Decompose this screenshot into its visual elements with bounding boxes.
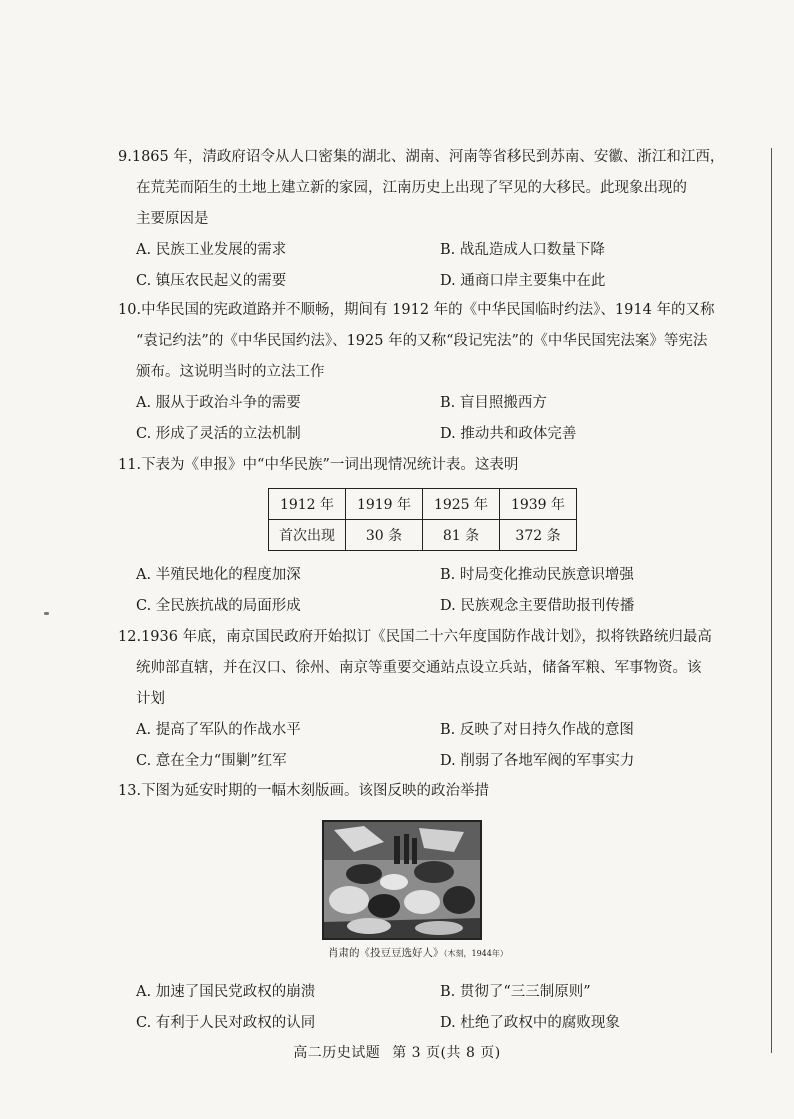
question-12 — [118, 622, 758, 777]
question-9 — [118, 142, 758, 297]
table-row — [269, 520, 577, 551]
option-c: C. 形成了灵活的立法机制 — [136, 426, 301, 442]
question-stem — [118, 622, 758, 715]
question-number: 13. — [118, 783, 142, 799]
question-13-options — [118, 977, 758, 1039]
question-number: 9. — [118, 149, 132, 165]
stem-line: 主要原因是 — [136, 211, 209, 227]
question-13 — [118, 776, 758, 807]
options — [118, 977, 758, 1039]
caption-title: 肖肃的《投豆豆选好人》 — [328, 947, 444, 959]
options — [118, 235, 758, 297]
stem-line: 中华民国的宪政道路并不顺畅，期间有 1912 年的《中华民国临时约法》、1914 年的又称 — [141, 302, 715, 318]
page-footer — [0, 1042, 794, 1062]
margin-rule — [771, 148, 772, 1053]
table-header-cell: 1919 年 — [346, 489, 423, 520]
question-11 — [118, 450, 758, 481]
question-number: 12. — [118, 629, 142, 645]
woodcut-image — [322, 820, 482, 940]
table-header-cell: 1912 年 — [269, 489, 346, 520]
table-header-cell: 1939 年 — [500, 489, 577, 520]
stem-line: 统帅部直辖，并在汉口、徐州、南京等重要交通站点设立兵站，储备军粮、军事物资。该 — [136, 660, 702, 676]
statistics-table — [268, 488, 577, 551]
woodcut-illustration — [324, 822, 480, 938]
options — [118, 715, 758, 777]
scan-speck — [44, 612, 49, 615]
option-b: B. 反映了对日持久作战的意图 — [440, 722, 634, 738]
footer-page-number: 第 3 页(共 8 页) — [392, 1045, 501, 1061]
stem-line: 在荒芜而陌生的土地上建立新的家园，江南历史上出现了罕见的大移民。此现象出现的 — [136, 180, 687, 196]
question-11-options — [118, 560, 758, 622]
option-b: B. 时局变化推动民族意识增强 — [440, 567, 634, 583]
option-a: A. 提高了军队的作战水平 — [136, 722, 301, 738]
option-d: D. 削弱了各地军阀的军事实力 — [440, 753, 635, 769]
question-10 — [118, 295, 758, 450]
stem-line: 颁布。这说明当时的立法工作 — [136, 364, 325, 380]
option-b: B. 盲目照搬西方 — [440, 395, 547, 411]
option-c: C. 意在全力“围剿”红军 — [136, 753, 287, 769]
options — [118, 560, 758, 622]
stem-line: 1865 年，清政府诏令从人口密集的湖北、湖南、河南等省移民到苏南、安徽、浙江和江西， — [131, 149, 725, 165]
stem-line: 1936 年底，南京国民政府开始拟订《民国二十六年度国防作战计划》，拟将铁路统归最高 — [141, 629, 712, 645]
question-number: 11. — [118, 457, 142, 473]
option-d: D. 推动共和政体完善 — [440, 426, 577, 442]
question-stem — [118, 295, 758, 388]
option-d: D. 民族观念主要借助报刊传播 — [440, 598, 635, 614]
option-b: B. 贯彻了“三三制原则” — [440, 984, 591, 1000]
stem-line: “袁记约法”的《中华民国约法》、1925 年的又称“段记宪法”的《中华民国宪法案》等宪法 — [136, 333, 708, 349]
question-stem — [118, 776, 758, 807]
figure-caption — [328, 945, 508, 960]
table-cell: 372 条 — [500, 520, 577, 551]
table-cell: 81 条 — [423, 520, 500, 551]
question-stem — [118, 142, 758, 235]
option-d: D. 杜绝了政权中的腐败现象 — [440, 1015, 620, 1031]
footer-subject: 高二历史试题 — [293, 1045, 381, 1061]
option-c: C. 全民族抗战的局面形成 — [136, 598, 301, 614]
option-c: C. 有利于人民对政权的认同 — [136, 1015, 316, 1031]
option-a: A. 加速了国民党政权的崩溃 — [136, 984, 316, 1000]
stem-line: 计划 — [136, 691, 165, 707]
table-header-cell: 1925 年 — [423, 489, 500, 520]
caption-note: （木刻，1944年） — [443, 949, 508, 958]
option-c: C. 镇压农民起义的需要 — [136, 273, 287, 289]
question-stem — [118, 450, 758, 481]
table-row — [269, 489, 577, 520]
option-d: D. 通商口岸主要集中在此 — [440, 273, 606, 289]
options — [118, 388, 758, 450]
option-a: A. 服从于政治斗争的需要 — [136, 395, 301, 411]
question-number: 10. — [118, 302, 142, 318]
stem-line: 下表为《申报》中“中华民族”一词出现情况统计表。这表明 — [141, 457, 519, 473]
option-a: A. 民族工业发展的需求 — [136, 242, 287, 258]
table-cell: 30 条 — [346, 520, 423, 551]
stem-line: 下图为延安时期的一幅木刻版画。该图反映的政治举措 — [141, 783, 490, 799]
option-b: B. 战乱造成人口数量下降 — [440, 242, 605, 258]
option-a: A. 半殖民地化的程度加深 — [136, 567, 301, 583]
table-cell: 首次出现 — [269, 520, 346, 551]
